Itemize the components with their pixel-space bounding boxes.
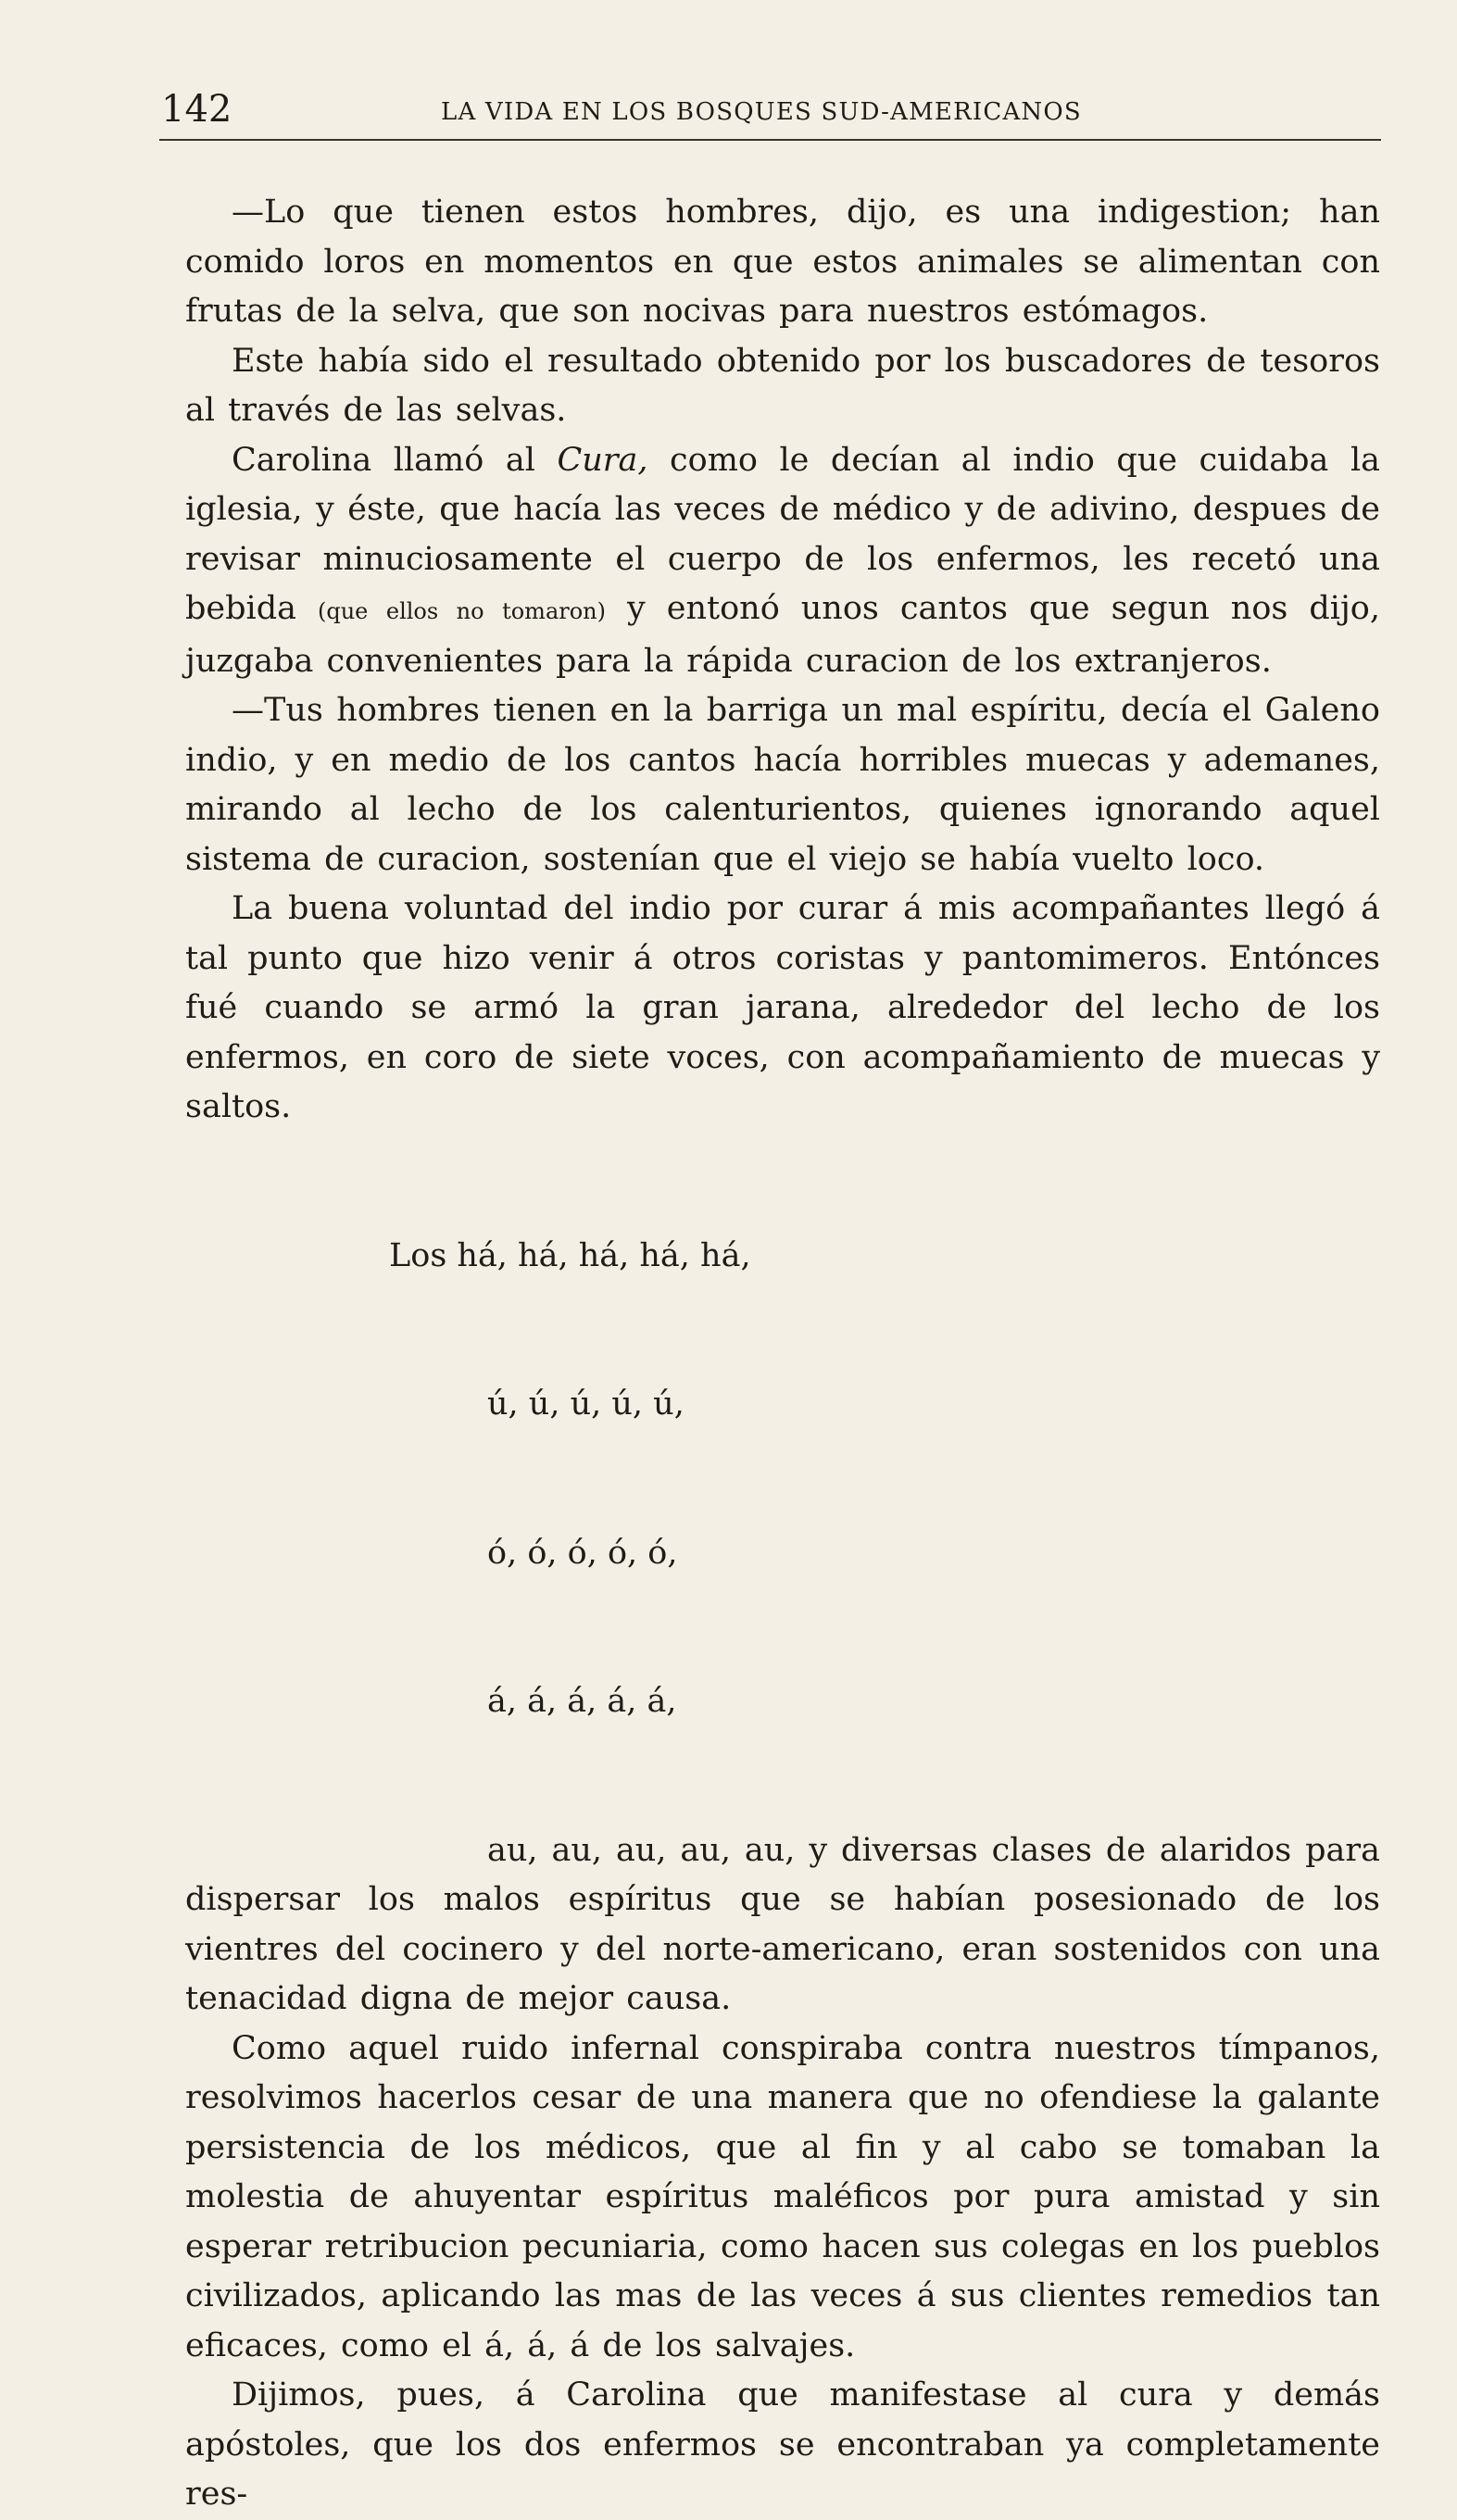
- paragraph-3-italic-word: Cura,: [557, 441, 648, 479]
- verse-line-3: ó, ó, ó, ó, ó,: [487, 1534, 678, 1572]
- running-title: LA VIDA EN LOS BOSQUES SUD-AMERICANOS: [441, 98, 1082, 126]
- body-text: [185, 188, 1380, 2520]
- paragraph-1: —Lo que tienen estos hombres, dijo, es una indigestion; han comido loros en momentos en que estos animales se alimentan con frutas de la selva, que son nocivas para nuestros estómagos.: [185, 194, 1380, 330]
- paragraph-5: La buena voluntad del indio por curar á mis acompañantes llegó á tal punto que hizo venir á otros coristas y pantomimeros. Entónces fué cuando se armó la gran jarana, alrededor del lecho de los enfermos, en coro de siete voces, con acompañamiento de muecas y saltos.: [185, 890, 1380, 1125]
- paragraph-8: Dijimos, pues, á Carolina que manifestase al cura y demás apóstoles, que los dos enfermos se encontraban ya completamente res-: [185, 2376, 1380, 2513]
- paragraph-3-text-b: como le decían al indio que cuidaba la iglesia, y éste, que hacía las veces de médico y de adivino, despues de revisar minuciosamente el cuerpo de los enfermos, les recetó una bebida: [185, 441, 1381, 627]
- paragraph-3-text-c: y entonó unos cantos que segun nos dijo, juzgaba convenientes para la rápida curacion de los extranjeros.: [185, 590, 1380, 680]
- verse-line-4: á, á, á, á, á,: [487, 1683, 677, 1720]
- paragraph-6: au, au, au, au, au, y diversas clases de alaridos para dispersar los malos espíritus que se habían posesionado de los vientres del cocinero y del norte-americano, eran sostenidos con una tenacidad digna de mejor causa.: [185, 1831, 1380, 2017]
- paragraph-3-small-note: (que ellos no tomaron): [317, 598, 606, 624]
- paragraph-2: Este había sido el resultado obtenido por los buscadores de tesoros al través de las selvas.: [185, 342, 1380, 429]
- page-number: 142: [161, 88, 232, 131]
- chant-verse: [185, 1133, 1380, 1826]
- verse-line-1: Los há, há, há, há, há,: [389, 1236, 751, 1274]
- paragraph-7: Como aquel ruido infernal conspiraba contra nuestros tímpanos, resolvimos hacerlos cesar de una manera que no ofendiese la galante persistencia de los médicos, que al fin y al cabo se tomaban la molestia de ahuyentar espíritus maléficos por pura amistad y sin esperar retribucion pecuniaria, como hacen sus colegas en los pueblos civilizados, aplicando las mas de las veces á sus clientes remedios tan eficaces, como el á, á, á de los salvajes.: [185, 2029, 1380, 2364]
- verse-line-2: ú, ú, ú, ú, ú,: [487, 1385, 685, 1423]
- paragraph-3: [185, 436, 1380, 687]
- paragraph-3-text-a: Carolina llamó al: [232, 441, 558, 479]
- paragraph-4: —Tus hombres tienen en la barriga un mal espíritu, decía el Galeno indio, y en medio de los cantos hacía horribles muecas y ademanes, mirando al lecho de los calenturientos, quienes ignorando aquel sistema de curacion, sostenían que el viejo se había vuelto loco.: [185, 692, 1380, 878]
- page-header: [159, 85, 1381, 141]
